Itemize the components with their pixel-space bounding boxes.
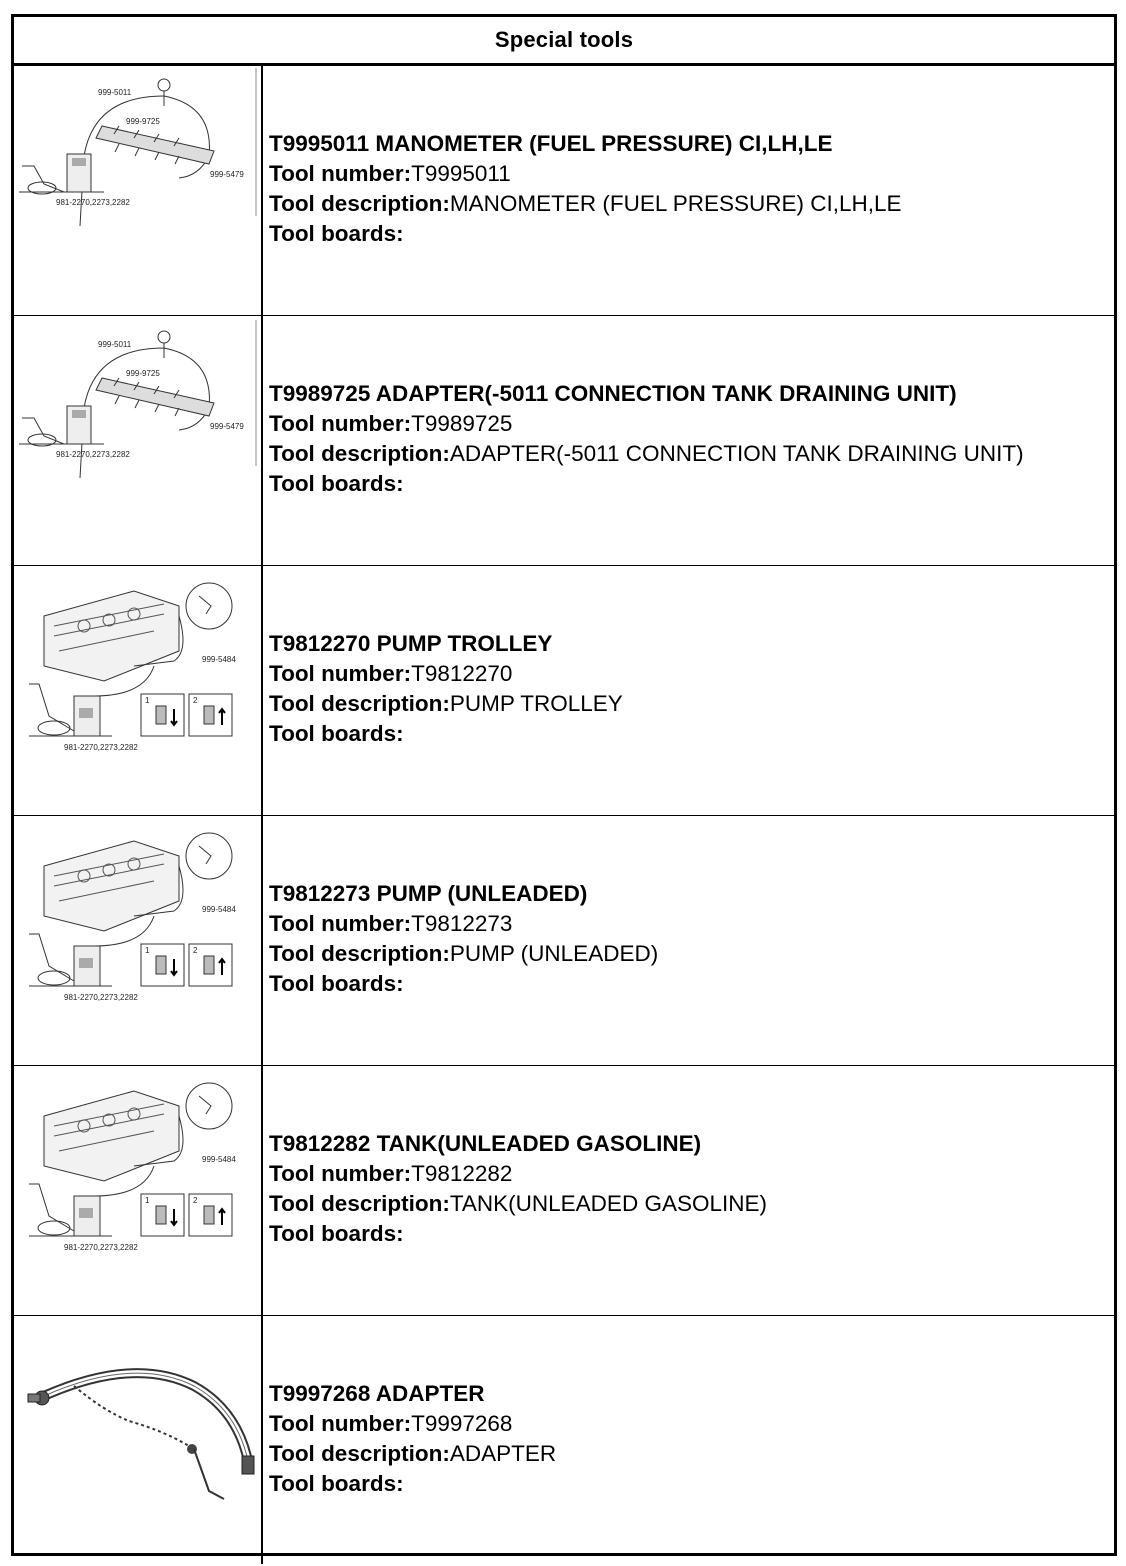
pump-setup-figure bbox=[14, 1066, 261, 1315]
tool-boards-label: Tool boards: bbox=[269, 1221, 404, 1246]
tool-description-line bbox=[269, 1439, 1114, 1469]
manometer-setup-figure bbox=[14, 316, 261, 565]
tool-number-line bbox=[269, 1159, 1114, 1189]
table-title: Special tools bbox=[494, 27, 634, 52]
tool-boards-label: Tool boards: bbox=[269, 721, 404, 746]
tool-boards-label: Tool boards: bbox=[269, 471, 404, 496]
special-tools-table bbox=[11, 14, 1117, 1556]
tool-description-label: Tool description: bbox=[269, 1191, 450, 1216]
tool-row bbox=[14, 816, 1114, 1066]
manometer-setup-figure bbox=[14, 66, 261, 315]
tool-description-line bbox=[269, 439, 1114, 469]
tool-boards-line bbox=[269, 469, 1114, 499]
tool-details bbox=[263, 1316, 1114, 1564]
tool-boards-line bbox=[269, 1219, 1114, 1249]
figure-label: 981-2270,2273,2282 bbox=[56, 198, 130, 207]
tool-illustration bbox=[14, 66, 263, 315]
tool-boards-line bbox=[269, 1469, 1114, 1499]
adapter-hose-figure bbox=[14, 1316, 261, 1565]
figure-label: 999-5484 bbox=[202, 655, 236, 664]
pump-setup-figure bbox=[14, 816, 261, 1065]
tool-description-label: Tool description: bbox=[269, 1441, 450, 1466]
tool-number-value: T9997268 bbox=[411, 1411, 513, 1436]
tool-description-value: PUMP (UNLEADED) bbox=[449, 941, 659, 966]
tool-heading: T9989725 ADAPTER(-5011 CONNECTION TANK DRAINING UNIT) bbox=[269, 381, 957, 406]
tool-illustration bbox=[14, 816, 263, 1065]
figure-label: 981-2270,2273,2282 bbox=[64, 993, 138, 1002]
tool-number-label: Tool number: bbox=[269, 411, 412, 436]
figure-label: 1 bbox=[145, 696, 150, 705]
tool-row bbox=[14, 1066, 1114, 1316]
tool-number-label: Tool number: bbox=[269, 1161, 412, 1186]
tool-number-value: T9812270 bbox=[411, 661, 513, 686]
figure-label: 2 bbox=[193, 1196, 198, 1205]
tool-number-line bbox=[269, 659, 1114, 689]
tool-number-line bbox=[269, 409, 1114, 439]
figure-label: 1 bbox=[145, 1196, 150, 1205]
tool-details bbox=[263, 566, 1114, 815]
tool-number-label: Tool number: bbox=[269, 161, 412, 186]
tool-number-line bbox=[269, 159, 1114, 189]
tool-description-value: ADAPTER(-5011 CONNECTION TANK DRAINING UNIT) bbox=[449, 441, 1024, 466]
tool-description-label: Tool description: bbox=[269, 691, 450, 716]
tool-description-value: TANK(UNLEADED GASOLINE) bbox=[449, 1191, 767, 1216]
figure-label: 999-5479 bbox=[210, 422, 244, 431]
tool-details bbox=[263, 1066, 1114, 1315]
tool-number-value: T9989725 bbox=[411, 411, 513, 436]
figure-label: 2 bbox=[193, 946, 198, 955]
table-header bbox=[14, 17, 1114, 66]
tool-number-label: Tool number: bbox=[269, 661, 412, 686]
tool-description-line bbox=[269, 939, 1114, 969]
tool-number-label: Tool number: bbox=[269, 1411, 412, 1436]
tool-heading: T9812270 PUMP TROLLEY bbox=[269, 631, 553, 656]
tool-row bbox=[14, 566, 1114, 816]
figure-label: 981-2270,2273,2282 bbox=[64, 743, 138, 752]
tool-details bbox=[263, 66, 1114, 315]
tool-details bbox=[263, 816, 1114, 1065]
tool-row bbox=[14, 66, 1114, 316]
tool-boards-line bbox=[269, 969, 1114, 999]
tool-row bbox=[14, 1316, 1114, 1564]
figure-label: 1 bbox=[145, 946, 150, 955]
tool-heading: T9997268 ADAPTER bbox=[269, 1381, 485, 1406]
tool-number-label: Tool number: bbox=[269, 911, 412, 936]
tool-description-line bbox=[269, 189, 1114, 219]
figure-label: 999-9725 bbox=[126, 369, 160, 378]
tool-boards-label: Tool boards: bbox=[269, 971, 404, 996]
tool-number-line bbox=[269, 1409, 1114, 1439]
tool-heading: T9812273 PUMP (UNLEADED) bbox=[269, 881, 588, 906]
tool-illustration bbox=[14, 566, 263, 815]
tool-description-line bbox=[269, 689, 1114, 719]
tool-heading: T9812282 TANK(UNLEADED GASOLINE) bbox=[269, 1131, 702, 1156]
tool-heading: T9995011 MANOMETER (FUEL PRESSURE) CI,LH,LE bbox=[269, 131, 833, 156]
figure-label: 999-5011 bbox=[98, 340, 132, 349]
tool-description-value: ADAPTER bbox=[449, 1441, 557, 1466]
tool-number-value: T9812282 bbox=[411, 1161, 513, 1186]
tool-row bbox=[14, 316, 1114, 566]
tool-details bbox=[263, 316, 1114, 565]
tool-number-value: T9995011 bbox=[411, 161, 511, 186]
figure-label: 999-5484 bbox=[202, 905, 236, 914]
tool-boards-label: Tool boards: bbox=[269, 221, 404, 246]
tool-description-label: Tool description: bbox=[269, 191, 450, 216]
tool-illustration bbox=[14, 316, 263, 565]
figure-label: 999-5479 bbox=[210, 170, 244, 179]
tool-description-value: PUMP TROLLEY bbox=[449, 691, 623, 716]
pump-setup-figure bbox=[14, 566, 261, 815]
tool-description-label: Tool description: bbox=[269, 441, 450, 466]
tool-description-line bbox=[269, 1189, 1114, 1219]
tool-boards-line bbox=[269, 719, 1114, 749]
tool-description-label: Tool description: bbox=[269, 941, 450, 966]
figure-label: 981-2270,2273,2282 bbox=[64, 1243, 138, 1252]
figure-label: 2 bbox=[193, 696, 198, 705]
tool-boards-label: Tool boards: bbox=[269, 1471, 404, 1496]
figure-label: 999-5484 bbox=[202, 1155, 236, 1164]
tool-number-line bbox=[269, 909, 1114, 939]
tool-boards-line bbox=[269, 219, 1114, 249]
tool-illustration bbox=[14, 1316, 263, 1564]
tool-illustration bbox=[14, 1066, 263, 1315]
figure-label: 999-5011 bbox=[98, 88, 132, 97]
figure-label: 981-2270,2273,2282 bbox=[56, 450, 130, 459]
tool-number-value: T9812273 bbox=[411, 911, 513, 936]
tool-description-value: MANOMETER (FUEL PRESSURE) CI,LH,LE bbox=[449, 191, 902, 216]
figure-label: 999-9725 bbox=[126, 117, 160, 126]
